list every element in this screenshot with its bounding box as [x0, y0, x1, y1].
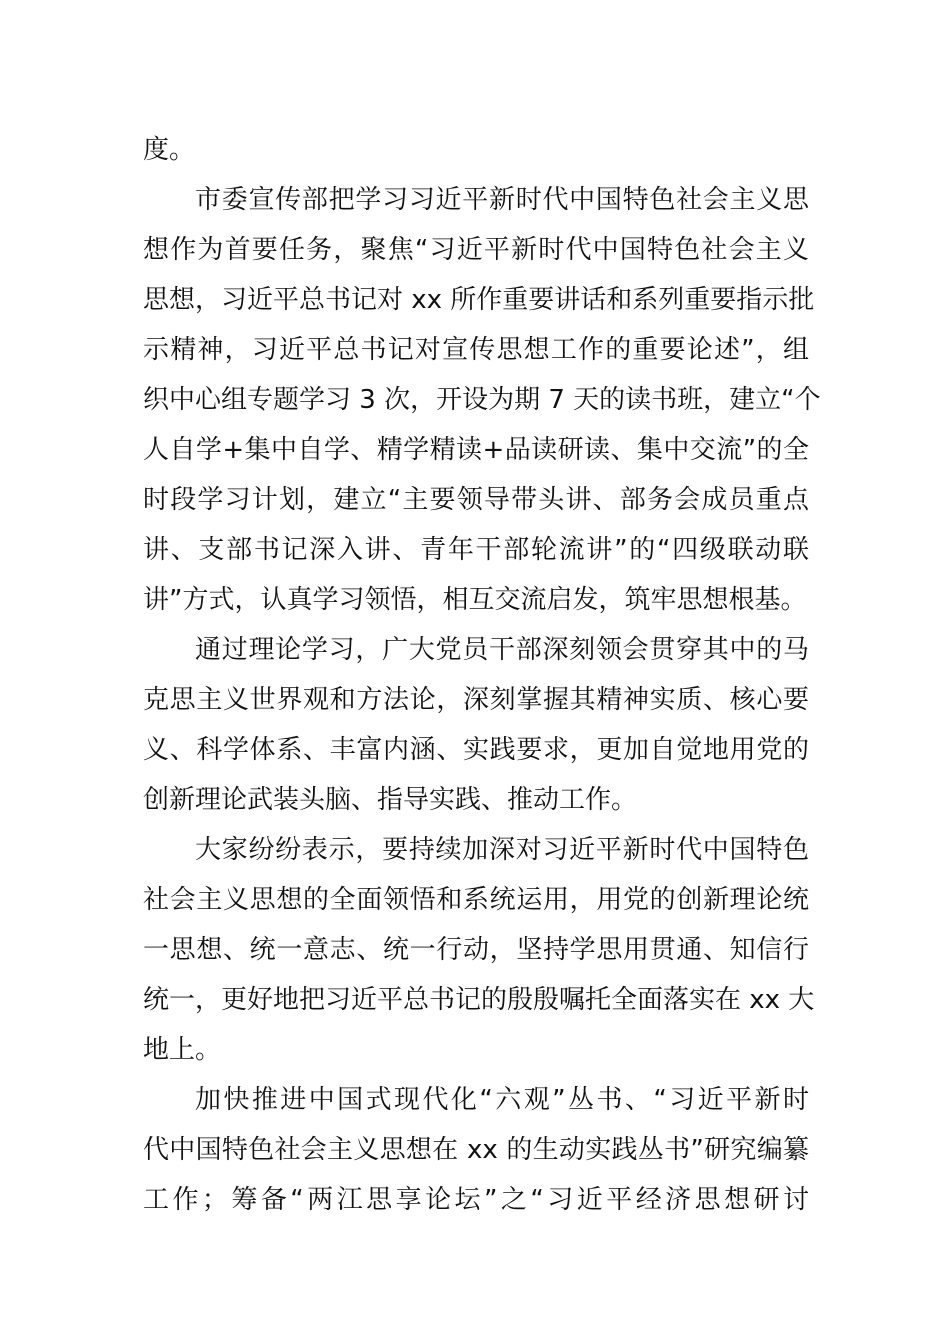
text-line-1: 度。 [143, 135, 196, 165]
text-line-12: 克思主义世界观和方法论，深刻掌握其精神实质、核心要 [143, 685, 809, 715]
text-line-8: 时段学习计划，建立“主要领导带头讲、部务会成员重点 [143, 485, 809, 515]
text-line-11: 通过理论学习，广大党员干部深刻领会贯穿其中的马 [195, 635, 809, 665]
text-line-15: 大家纷纷表示，要持续加深对习近平新时代中国特色 [195, 835, 809, 865]
text-line-7: 人自学+集中自学、精学精读+品读研读、集中交流”的全 [143, 435, 809, 465]
text-line-14: 创新理论武装头脑、指导实践、推动工作。 [143, 785, 638, 815]
text-line-20: 加快推进中国式现代化“六观”丛书、“习近平新时 [195, 1085, 809, 1115]
text-line-21: 代中国特色社会主义思想在 xx 的生动实践丛书”研究编纂 [143, 1135, 809, 1165]
text-line-2: 市委宣传部把学习习近平新时代中国特色社会主义思 [195, 185, 809, 215]
document-body [143, 125, 821, 1225]
text-line-3: 想作为首要任务，聚焦“习近平新时代中国特色社会主义 [143, 235, 809, 265]
text-line-13: 义、科学体系、丰富内涵、实践要求，更加自觉地用党的 [143, 735, 809, 765]
text-line-22: 工作；筹备“两江思享论坛”之“习近平经济思想研讨 [143, 1185, 809, 1215]
text-line-6: 织中心组专题学习 3 次，开设为期 7 天的读书班，建立“个 [143, 385, 821, 415]
text-line-5: 示精神，习近平总书记对宣传思想工作的重要论述”，组 [143, 335, 809, 365]
text-line-4: 思想，习近平总书记对 xx 所作重要讲话和系列重要指示批 [143, 285, 815, 315]
text-line-17: 一思想、统一意志、统一行动，坚持学思用贯通、知信行 [143, 935, 809, 965]
text-line-9: 讲、支部书记深入讲、青年干部轮流讲”的“四级联动联 [143, 535, 809, 565]
text-line-18: 统一，更好地把习近平总书记的殷殷嘱托全面落实在 xx 大 [143, 985, 815, 1015]
text-line-16: 社会主义思想的全面领悟和系统运用，用党的创新理论统 [143, 885, 809, 915]
text-line-10: 讲”方式，认真学习领悟，相互交流启发，筑牢思想根基。 [143, 585, 807, 615]
text-line-19: 地上。 [143, 1035, 222, 1065]
